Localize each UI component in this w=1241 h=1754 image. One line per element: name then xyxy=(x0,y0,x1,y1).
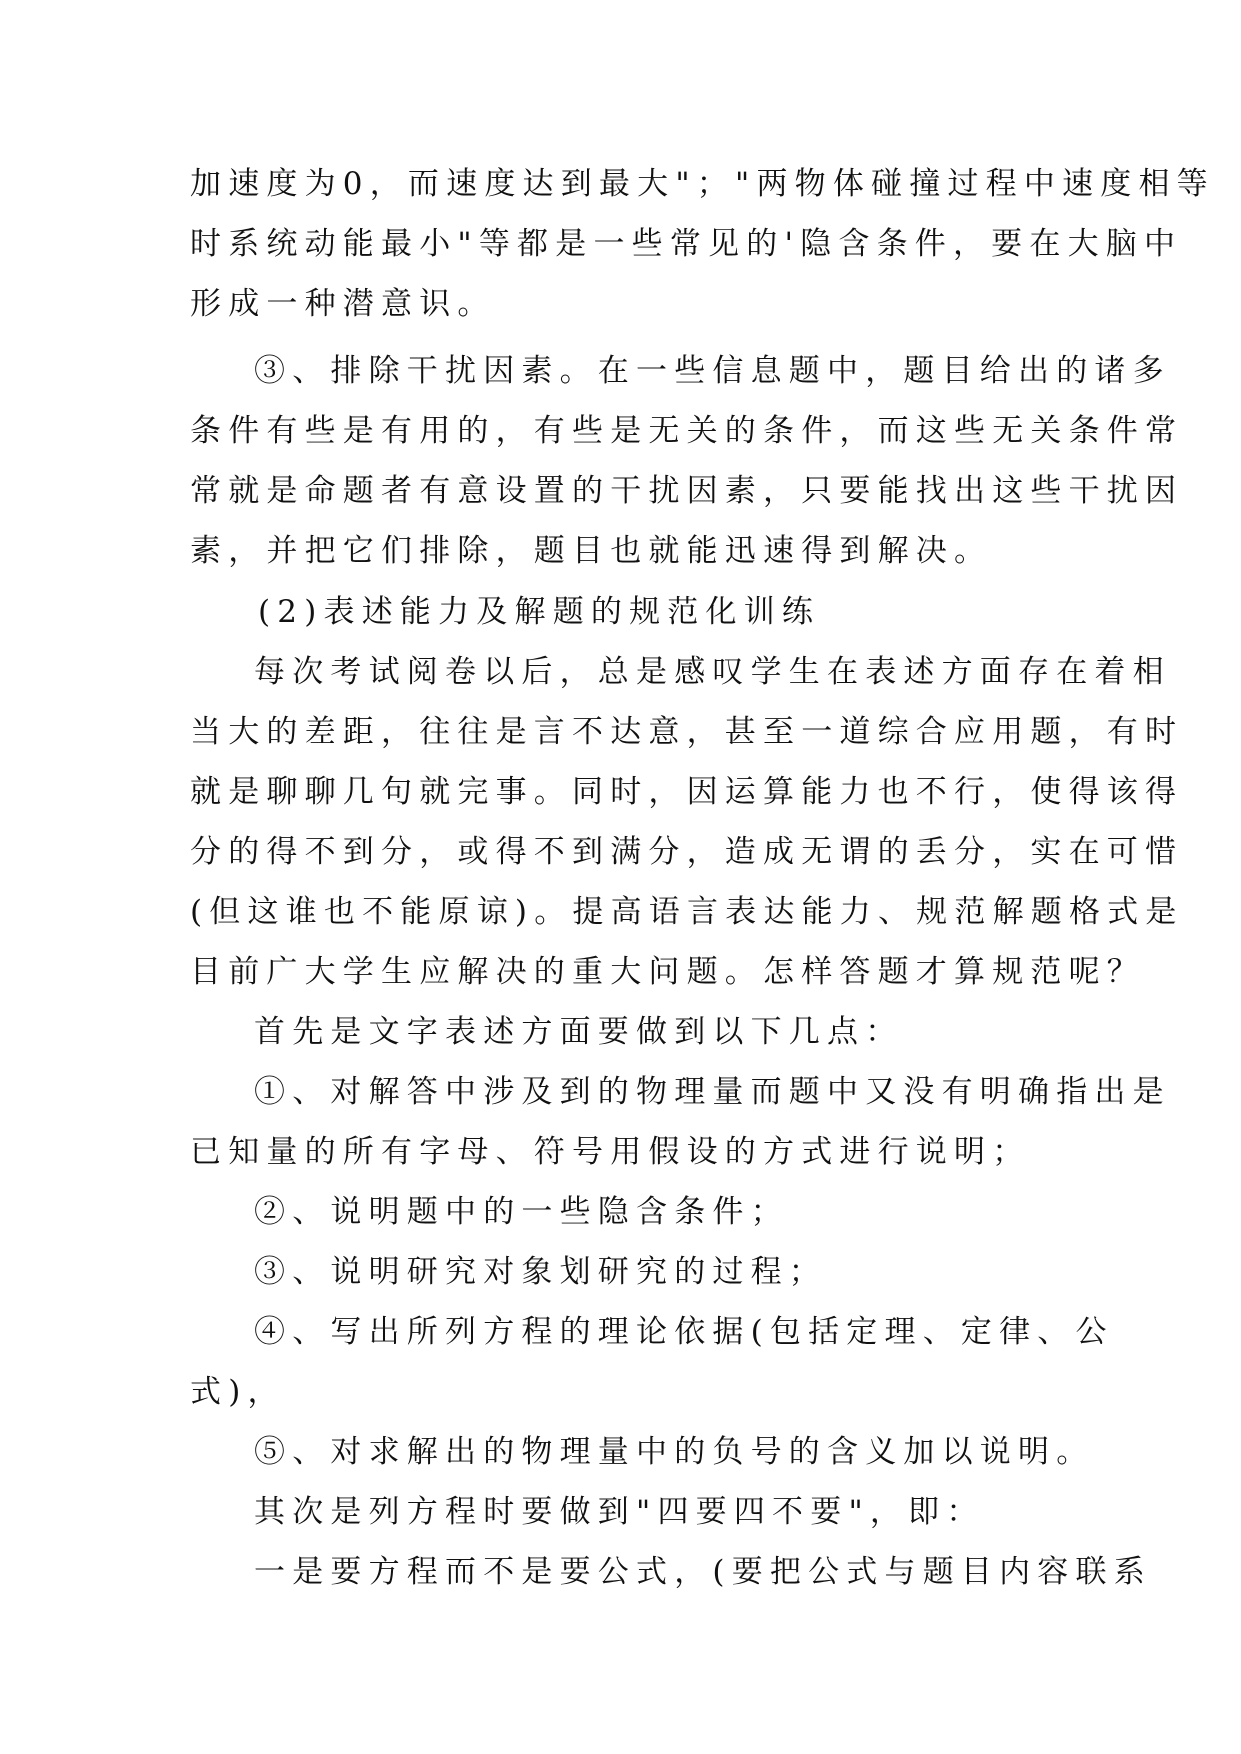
paragraph-start-line: 每次考试阅卷以后，总是感叹学生在表述方面存在着相 xyxy=(254,654,1171,690)
paragraph-start-line: 其次是列方程时要做到"四要四不要"，即： xyxy=(254,1494,985,1530)
paragraph-start-line: 首先是文字表述方面要做到以下几点： xyxy=(254,1014,904,1050)
text-line: 条件有些是有用的，有些是无关的条件，而这些无关条件常 xyxy=(190,413,1184,449)
text-line: 式)， xyxy=(190,1374,286,1410)
text-line: 加速度为0，而速度达到最大"；"两物体碰撞过程中速度相等 xyxy=(190,166,1215,202)
list-item-line: ③、说明研究对象划研究的过程； xyxy=(254,1254,827,1290)
text-line: 时系统动能最小"等都是一些常见的'隐含条件，要在大脑中 xyxy=(190,226,1183,262)
paragraph-start-line: 一是要方程而不是要公式，(要把公式与题目内容联系 xyxy=(254,1554,1152,1590)
list-item-line: ①、对解答中涉及到的物理量而题中又没有明确指出是 xyxy=(254,1074,1171,1110)
text-line: 目前广大学生应解决的重大问题。怎样答题才算规范呢？ xyxy=(190,954,1145,990)
text-line: 分的得不到分，或得不到满分，造成无谓的丢分，实在可惜 xyxy=(190,834,1184,870)
list-item-line: ④、写出所列方程的理论依据(包括定理、定律、公 xyxy=(254,1314,1114,1350)
text-line: 已知量的所有字母、符号用假设的方式进行说明； xyxy=(190,1134,1031,1170)
text-line: (但这谁也不能原谅)。提高语言表达能力、规范解题格式是 xyxy=(190,894,1184,930)
section-heading: (2)表述能力及解题的规范化训练 xyxy=(258,594,821,630)
text-line: 形成一种潜意识。 xyxy=(190,286,496,322)
text-line: 素，并把它们排除，题目也就能迅速得到解决。 xyxy=(190,533,993,569)
text-line: 常就是命题者有意设置的干扰因素，只要能找出这些干扰因 xyxy=(190,473,1184,509)
list-item-line: ⑤、对求解出的物理量中的负号的含义加以说明。 xyxy=(254,1434,1095,1470)
paragraph-start-line: ③、排除干扰因素。在一些信息题中，题目给出的诸多 xyxy=(254,353,1171,389)
list-item-line: ②、说明题中的一些隐含条件； xyxy=(254,1194,789,1230)
text-line: 就是聊聊几句就完事。同时，因运算能力也不行，使得该得 xyxy=(190,774,1184,810)
text-line: 当大的差距，往往是言不达意，甚至一道综合应用题，有时 xyxy=(190,714,1184,750)
